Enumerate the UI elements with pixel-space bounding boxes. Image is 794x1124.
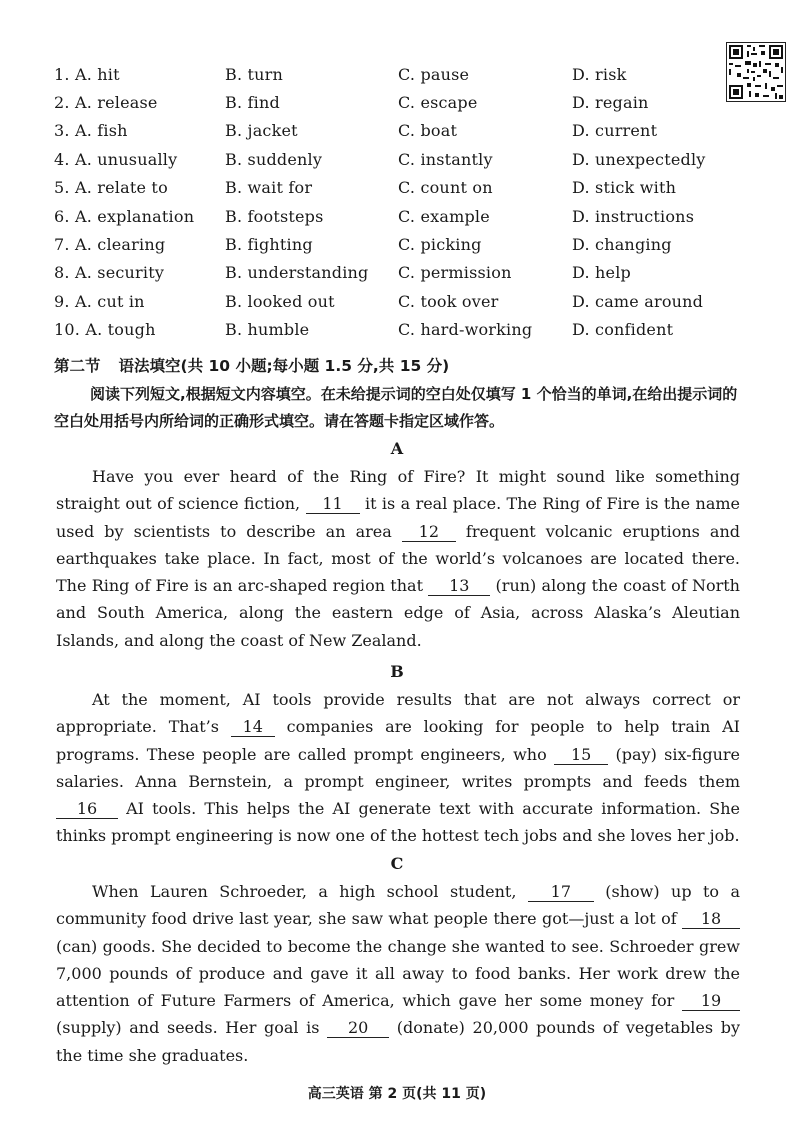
passage-a: Have you ever heard of the Ring of Fire? It might sound like something straight out of science fiction, 11 it is a real place. The Ring of Fire is the name used by scientists to describe an area 12 frequent volcanic eruptions and earthquakes take place. In fact, most of the world’s volcanoes are located there. The Ring of Fire is an arc-shaped region that 13 (run) along the coast of North and South America, along the eastern edge of Asia, across Alaska’s Aleutian Islands, and along the coast of New Zealand. bbox=[56, 467, 740, 650]
blank-11: 11 bbox=[306, 495, 360, 514]
option-c: C. picking bbox=[398, 235, 482, 255]
passage-c: When Lauren Schroeder, a high school student, 17 (show) up to a community food drive last year, she saw what people there got—just a lot of 18 (can) goods. She decided to become the change she wanted to see. Schroeder grew 7,000 pounds of produce and gave it all away to food banks. Her work drew the attention of Future Farmers of America, which gave her some money for 19 (supply) and seeds. Her goal is 20 (donate) 20,000 pounds of vegetables by the time she graduates. bbox=[56, 882, 741, 1065]
option-b: B. turn bbox=[225, 64, 284, 84]
option-row bbox=[54, 316, 754, 344]
option-c: C. instantly bbox=[398, 149, 493, 169]
option-b: B. wait for bbox=[225, 178, 313, 198]
option-a: 9. A. cut in bbox=[54, 291, 145, 311]
answer-options bbox=[54, 60, 754, 344]
option-a: 7. A. clearing bbox=[54, 235, 166, 255]
page-footer: 高三英语 第 2 页(共 11 页) bbox=[307, 1086, 487, 1102]
blank-19: 19 bbox=[682, 992, 740, 1011]
option-a: 5. A. relate to bbox=[54, 178, 168, 198]
option-row bbox=[54, 202, 754, 230]
option-c: C. boat bbox=[398, 121, 458, 141]
option-d: D. current bbox=[572, 121, 658, 141]
option-d: D. stick with bbox=[572, 178, 677, 198]
option-b: B. humble bbox=[225, 320, 310, 340]
option-c: C. escape bbox=[398, 93, 478, 113]
option-a: 3. A. fish bbox=[54, 121, 128, 141]
passage-c-label: C bbox=[390, 854, 404, 873]
option-d: D. came around bbox=[572, 291, 704, 311]
section-instructions: 阅读下列短文,根据短文内容填空。在未给提示词的空白处仅填写 1 个恰当的单词,在给出提示词的空白处用括号内所给词的正确形式填空。请在答题卡指定区域作答。 bbox=[54, 385, 738, 430]
passage-b-label: B bbox=[390, 662, 404, 681]
option-row bbox=[54, 145, 754, 173]
option-c: C. took over bbox=[398, 291, 499, 311]
option-a: 8. A. security bbox=[54, 263, 165, 283]
section-label: 第二节 bbox=[54, 357, 101, 375]
option-c: C. permission bbox=[398, 263, 512, 283]
option-b: B. find bbox=[225, 93, 280, 113]
option-row bbox=[54, 259, 754, 287]
option-row bbox=[54, 88, 754, 116]
option-row bbox=[54, 60, 754, 88]
blank-17: 17 bbox=[528, 883, 594, 902]
option-b: B. jacket bbox=[225, 121, 298, 141]
option-d: D. regain bbox=[572, 93, 649, 113]
option-b: B. footsteps bbox=[225, 206, 324, 226]
blank-18: 18 bbox=[682, 910, 740, 929]
option-d: D. help bbox=[572, 263, 631, 283]
option-d: D. instructions bbox=[572, 206, 695, 226]
option-a: 1. A. hit bbox=[54, 64, 120, 84]
option-a: 2. A. release bbox=[54, 93, 158, 113]
option-c: C. hard-working bbox=[398, 320, 533, 340]
blank-14: 14 bbox=[231, 718, 275, 737]
passage-a-label: A bbox=[390, 439, 404, 458]
option-c: C. count on bbox=[398, 178, 493, 198]
section-title: 语法填空(共 10 小题;每小题 1.5 分,共 15 分) bbox=[118, 357, 450, 375]
option-d: D. changing bbox=[572, 235, 672, 255]
option-b: B. suddenly bbox=[225, 149, 323, 169]
option-a: 10. A. tough bbox=[54, 320, 156, 340]
option-row bbox=[54, 230, 754, 258]
blank-20: 20 bbox=[327, 1019, 389, 1038]
option-d: D. unexpectedly bbox=[572, 149, 706, 169]
option-b: B. understanding bbox=[225, 263, 369, 283]
option-row bbox=[54, 174, 754, 202]
blank-12: 12 bbox=[402, 523, 456, 542]
passage-b: At the moment, AI tools provide results that are not always correct or appropriate. That’s 14 companies are looking for people to help train AI programs. These people are called prompt engineers, who 15 (pay) six-figure salaries. Anna Bernstein, a prompt engineer, writes prompts and feeds them 16 AI tools. This helps the AI generate text with accurate information. She thinks prompt engineering is now one of the hottest tech jobs and she loves her job. bbox=[56, 690, 740, 846]
blank-16: 16 bbox=[56, 800, 118, 819]
blank-15: 15 bbox=[554, 746, 608, 765]
option-b: B. looked out bbox=[225, 291, 335, 311]
option-a: 4. A. unusually bbox=[54, 149, 178, 169]
option-b: B. fighting bbox=[225, 235, 313, 255]
option-c: C. pause bbox=[398, 64, 470, 84]
option-d: D. risk bbox=[572, 64, 627, 84]
option-row bbox=[54, 117, 754, 145]
option-row bbox=[54, 287, 754, 315]
option-d: D. confident bbox=[572, 320, 674, 340]
blank-13: 13 bbox=[428, 577, 490, 596]
option-a: 6. A. explanation bbox=[54, 206, 195, 226]
section-heading bbox=[54, 354, 449, 376]
option-c: C. example bbox=[398, 206, 490, 226]
